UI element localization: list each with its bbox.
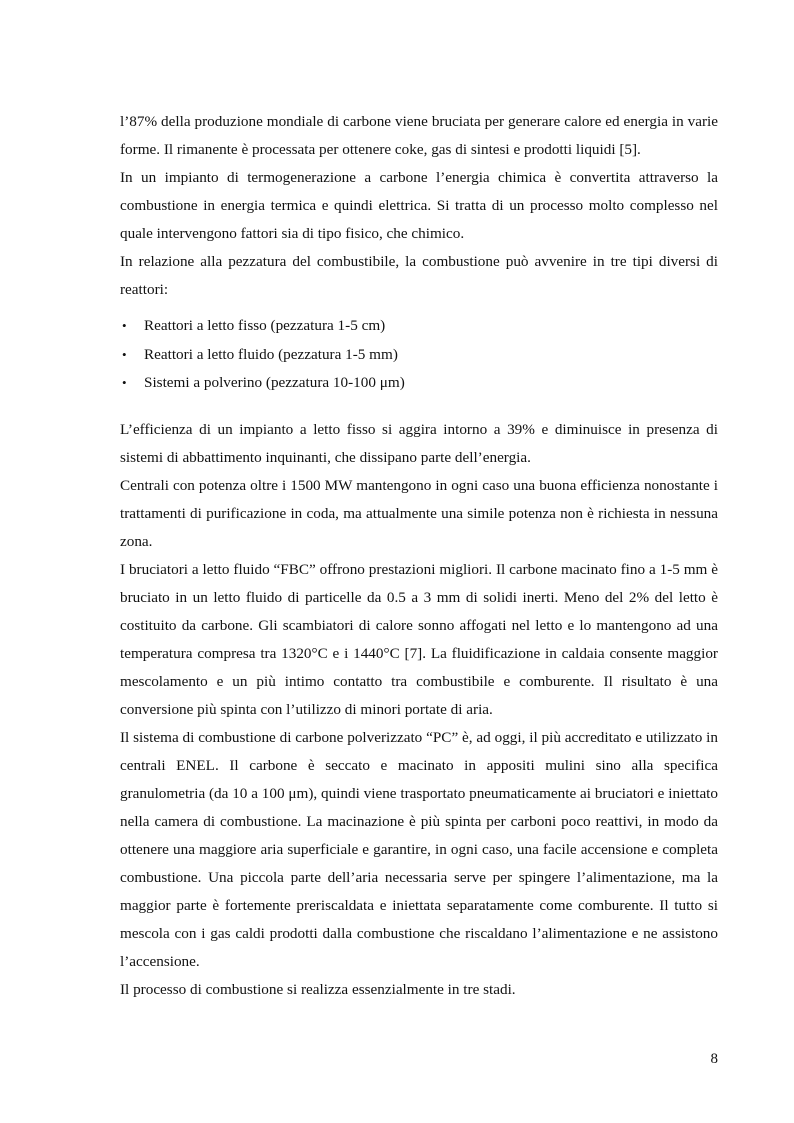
paragraph-coal-production: l’87% della produzione mondiale di carbone viene bruciata per generare calore ed energia in varie forme. Il rimanente è processata per ottenere coke, gas di sintesi e prodotti liquidi [5].	[120, 113, 718, 158]
paragraph-fixed-bed-efficiency: L’efficienza di un impianto a letto fisso si aggira intorno a 39% e diminuisce in presenza di sistemi di abbattimento inquinanti, che dissipano parte dell’energia.	[120, 420, 718, 466]
list-item	[120, 369, 718, 398]
list-item	[120, 312, 718, 341]
page-body	[120, 108, 718, 1004]
list-item-text: Reattori a letto fisso (pezzatura 1-5 cm)	[144, 317, 386, 334]
paragraph-pc: Il sistema di combustione di carbone polverizzato “PC” è, ad oggi, il più accreditato e utilizzato in centrali ENEL. Il carbone è seccato e macinato in appositi mulini sino alla specifica granulometria (da 10 a 100 μm), quindi viene trasportato pneumaticamente ai bruciatori e iniettato nella camera di combustione. La macinazione è più spinta per carboni poco reattivi, in modo da ottenere una maggiore aria superficiale e garantire, in ogni caso, una facile accensione e completa combustione. Una piccola parte dell’aria necessaria serve per spingere l’alimentazione, ma la maggior parte è fortemente preriscaldata e iniettata separatamente come comburente. Il tutto si mescola con i gas caldi prodotti dalla combustione che riscaldano l’alimentazione e ne assistono l’accensione.	[120, 728, 718, 970]
bullet-icon: •	[122, 318, 127, 333]
paragraph-fbc: I bruciatori a letto fluido “FBC” offrono prestazioni migliori. Il carbone macinato fino a 1-5 mm è bruciato in un letto fluido di particelle da 0.5 a 3 mm di solidi inerti. Meno del 2% del letto è costituito da carbone. Gli scambiatori di calore sonno affogati nel letto e lo mantengono ad una temperatura compresa tra 1320°C e i 1440°C [7]. La fluidificazione in caldaia consente maggior mescolamento e un più intimo contatto tra combustibile e comburente. Il risultato è una conversione più spinta con l’utilizzo di minori portate di aria.	[120, 560, 718, 718]
paragraph-combustion-stages: Il processo di combustione si realizza essenzialmente in tre stadi.	[120, 980, 516, 998]
paragraph-reactor-types-intro: In relazione alla pezzatura del combustibile, la combustione può avvenire in tre tipi diversi di reattori:	[120, 253, 718, 298]
page-number: 8	[710, 1051, 718, 1067]
list-item	[120, 341, 718, 370]
reactor-types-list	[120, 312, 718, 398]
list-item-text: Sistemi a polverino (pezzatura 10-100 μm)	[144, 374, 405, 391]
paragraph-power-plants: Centrali con potenza oltre i 1500 MW mantengono in ogni caso una buona efficienza nonostante i trattamenti di purificazione in coda, ma attualmente una simile potenza non è richiesta in nessuna zona.	[120, 476, 718, 550]
list-item-text: Reattori a letto fluido (pezzatura 1-5 mm)	[144, 345, 398, 363]
bullet-icon: •	[122, 375, 127, 390]
bullet-icon: •	[122, 346, 127, 362]
paragraph-thermogeneration: In un impianto di termogenerazione a carbone l’energia chimica è convertita attraverso la combustione in energia termica e quindi elettrica. Si tratta di un processo molto complesso nel quale intervengono fattori sia di tipo fisico, che chimico.	[120, 169, 718, 242]
